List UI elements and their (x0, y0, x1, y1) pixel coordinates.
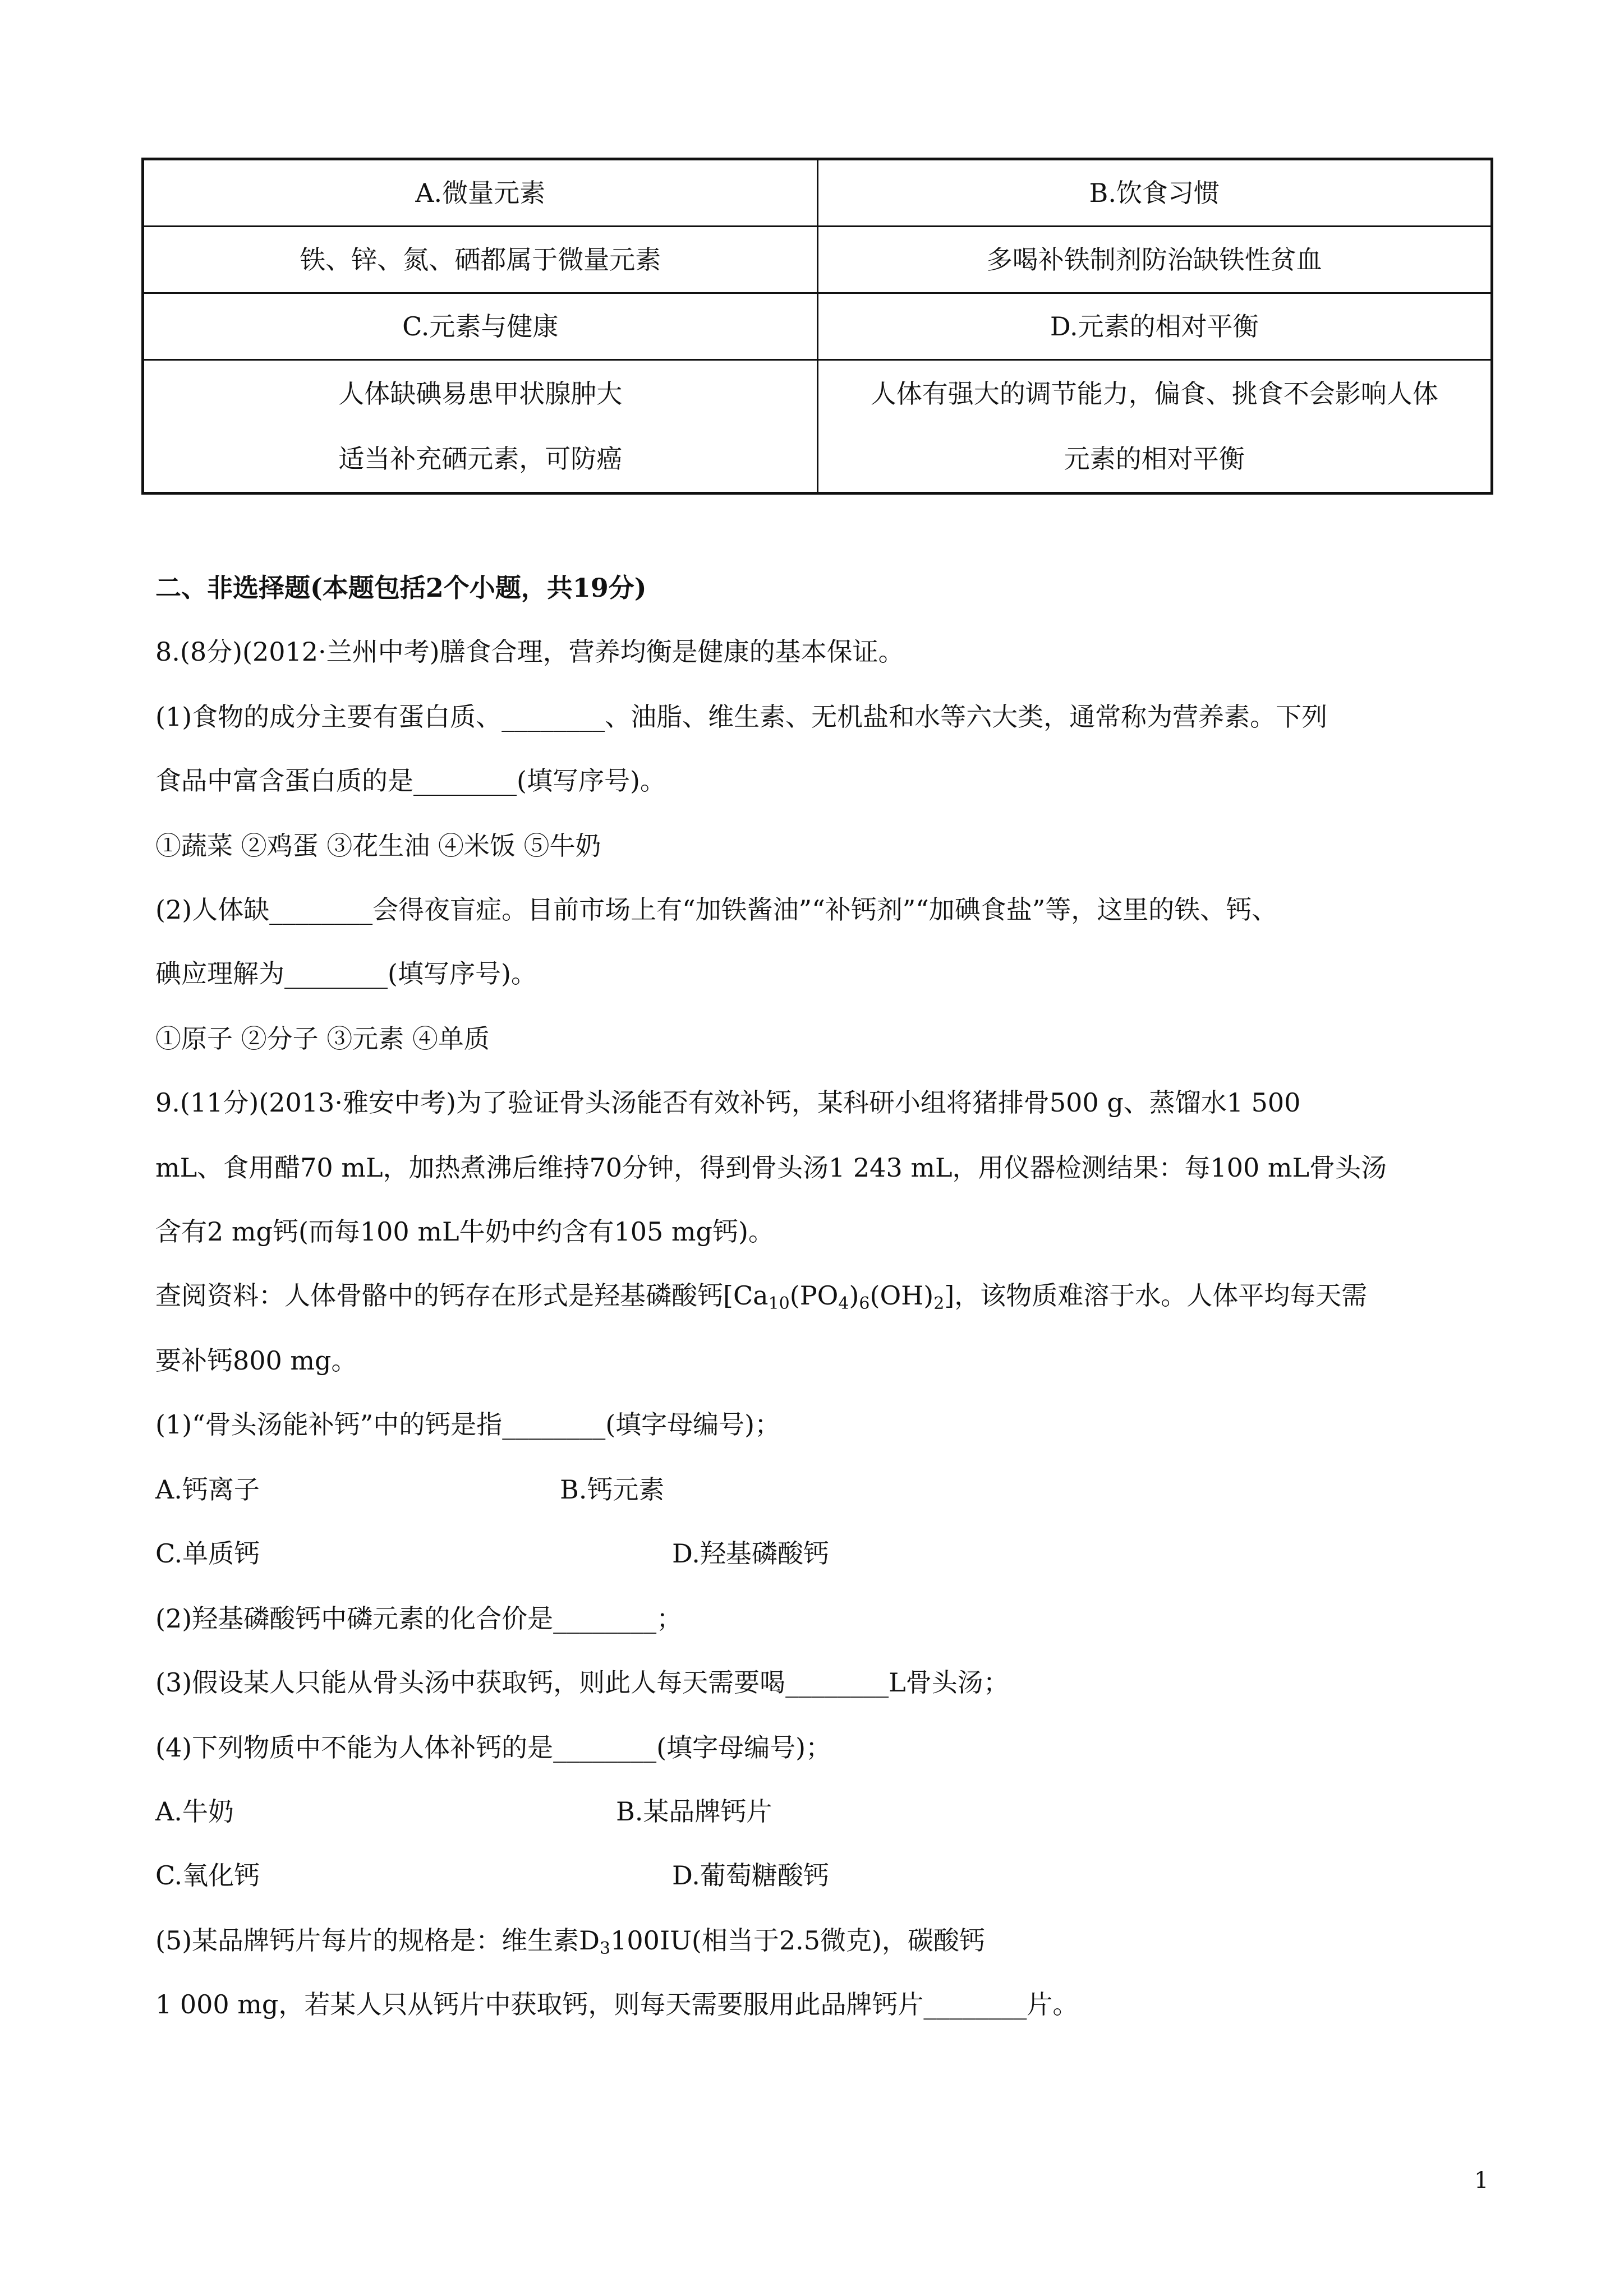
q9-part3: (3)假设某人只能从骨头汤中获取钙，则此人每天需要喝________L骨头汤； (155, 1667, 1009, 1698)
q9-part4-option-a: A.牛奶 (155, 1796, 234, 1827)
q8-part1-options: ①蔬菜 ②鸡蛋 ③花生油 ④米饭 ⑤牛奶 (155, 831, 601, 861)
option-a-title: A.微量元素 (143, 159, 818, 227)
q9-info-sub-3: 6 (859, 1294, 870, 1313)
q9-info-sub-2: 4 (838, 1294, 849, 1313)
options-table (141, 158, 1493, 495)
q9-info-text-b: (PO (789, 1280, 839, 1311)
option-c-text-line1: 人体缺碘易患甲状腺肿大 (338, 379, 623, 409)
q9-info-text-e: ]，该物质难溶于水。人体平均每天需 (944, 1280, 1368, 1311)
q9-part1: (1)“骨头汤能补钙”中的钙是指________(填字母编号)； (155, 1409, 781, 1440)
option-a-text: 铁、锌、氮、硒都属于微量元素 (143, 227, 818, 293)
q9-part5-sub: 3 (600, 1939, 611, 1958)
q9-part1-option-c: C.单质钙 (155, 1538, 260, 1569)
option-b-text: 多喝补铁制剂防治缺铁性贫血 (817, 227, 1492, 293)
q9-info-line2: 要补钙800 mg。 (155, 1345, 357, 1376)
q9-info-line1 (155, 1279, 1367, 1312)
q9-stem-line2: mL、食用醋70 mL，加热煮沸后维持70分钟，得到骨头汤1 243 mL，用仪器检测结果：每100 mL骨头汤 (155, 1152, 1387, 1183)
option-c-text (143, 360, 818, 494)
q9-part5-line1 (155, 1924, 985, 1957)
section-heading: 二、非选择题(本题包括2个小题，共19分) (155, 573, 647, 603)
q8-part2-line2: 碘应理解为________(填写序号)。 (155, 958, 537, 989)
q9-stem-line1: 9.(11分)(2013·雅安中考)为了验证骨头汤能否有效补钙，某科研小组将猪排骨500 g、蒸馏水1 500 (155, 1087, 1301, 1118)
q9-info-text-a: 查阅资料：人体骨骼中的钙存在形式是羟基磷酸钙[Ca (155, 1280, 769, 1311)
option-d-text (817, 360, 1492, 494)
page-number: 1 (1474, 2168, 1489, 2193)
option-d-text-line1: 人体有强大的调节能力，偏食、挑食不会影响人体 (870, 379, 1438, 409)
q8-stem: 8.(8分)(2012·兰州中考)膳食合理，营养均衡是健康的基本保证。 (155, 637, 904, 667)
q9-info-text-d: (OH) (869, 1280, 934, 1311)
q9-part1-option-a: A.钙离子 (155, 1474, 260, 1505)
q9-info-sub-4: 2 (933, 1294, 945, 1313)
q9-part4: (4)下列物质中不能为人体补钙的是________(填字母编号)； (155, 1732, 832, 1763)
q9-part1-option-b: B.钙元素 (560, 1474, 665, 1505)
q8-part1-line1: (1)食物的成分主要有蛋白质、________、油脂、维生素、无机盐和水等六大类，通常称为营养素。下列 (155, 702, 1328, 732)
option-c-title: C.元素与健康 (143, 293, 818, 360)
table-row (143, 159, 1492, 227)
q9-part5-line2: 1 000 mg，若某人只从钙片中获取钙，则每天需要服用此品牌钙片________片。 (155, 1989, 1079, 2020)
q9-stem-line3: 含有2 mg钙(而每100 mL牛奶中约含有105 mg钙)。 (155, 1216, 774, 1247)
option-c-text-line2: 适当补充硒元素，可防癌 (338, 444, 623, 474)
q8-part2-options: ①原子 ②分子 ③元素 ④单质 (155, 1023, 490, 1054)
q8-part1-line2: 食品中富含蛋白质的是________(填写序号)。 (155, 766, 666, 796)
q9-part1-option-d: D.羟基磷酸钙 (672, 1538, 829, 1569)
q9-info-sub-1: 10 (768, 1294, 790, 1313)
q8-part2-line1: (2)人体缺________会得夜盲症。目前市场上有“加铁酱油”“补钙剂”“加碘食盐”等，这里的铁、钙、 (155, 895, 1278, 925)
table-row (143, 227, 1492, 293)
option-d-title: D.元素的相对平衡 (817, 293, 1492, 360)
q9-part2: (2)羟基磷酸钙中磷元素的化合价是________； (155, 1603, 683, 1634)
q9-part4-option-d: D.葡萄糖酸钙 (672, 1860, 829, 1891)
q9-info-text-c: ) (849, 1280, 859, 1311)
option-d-text-line2: 元素的相对平衡 (1064, 444, 1245, 474)
table-row (143, 360, 1492, 494)
q9-part5-text-b: 100IU(相当于2.5微克)，碳酸钙 (610, 1925, 985, 1956)
q9-part5-text-a: (5)某品牌钙片每片的规格是：维生素D (155, 1925, 600, 1956)
table-row (143, 293, 1492, 360)
q9-part4-option-c: C.氧化钙 (155, 1860, 260, 1891)
q9-part4-option-b: B.某品牌钙片 (616, 1796, 772, 1827)
option-b-title: B.饮食习惯 (817, 159, 1492, 227)
